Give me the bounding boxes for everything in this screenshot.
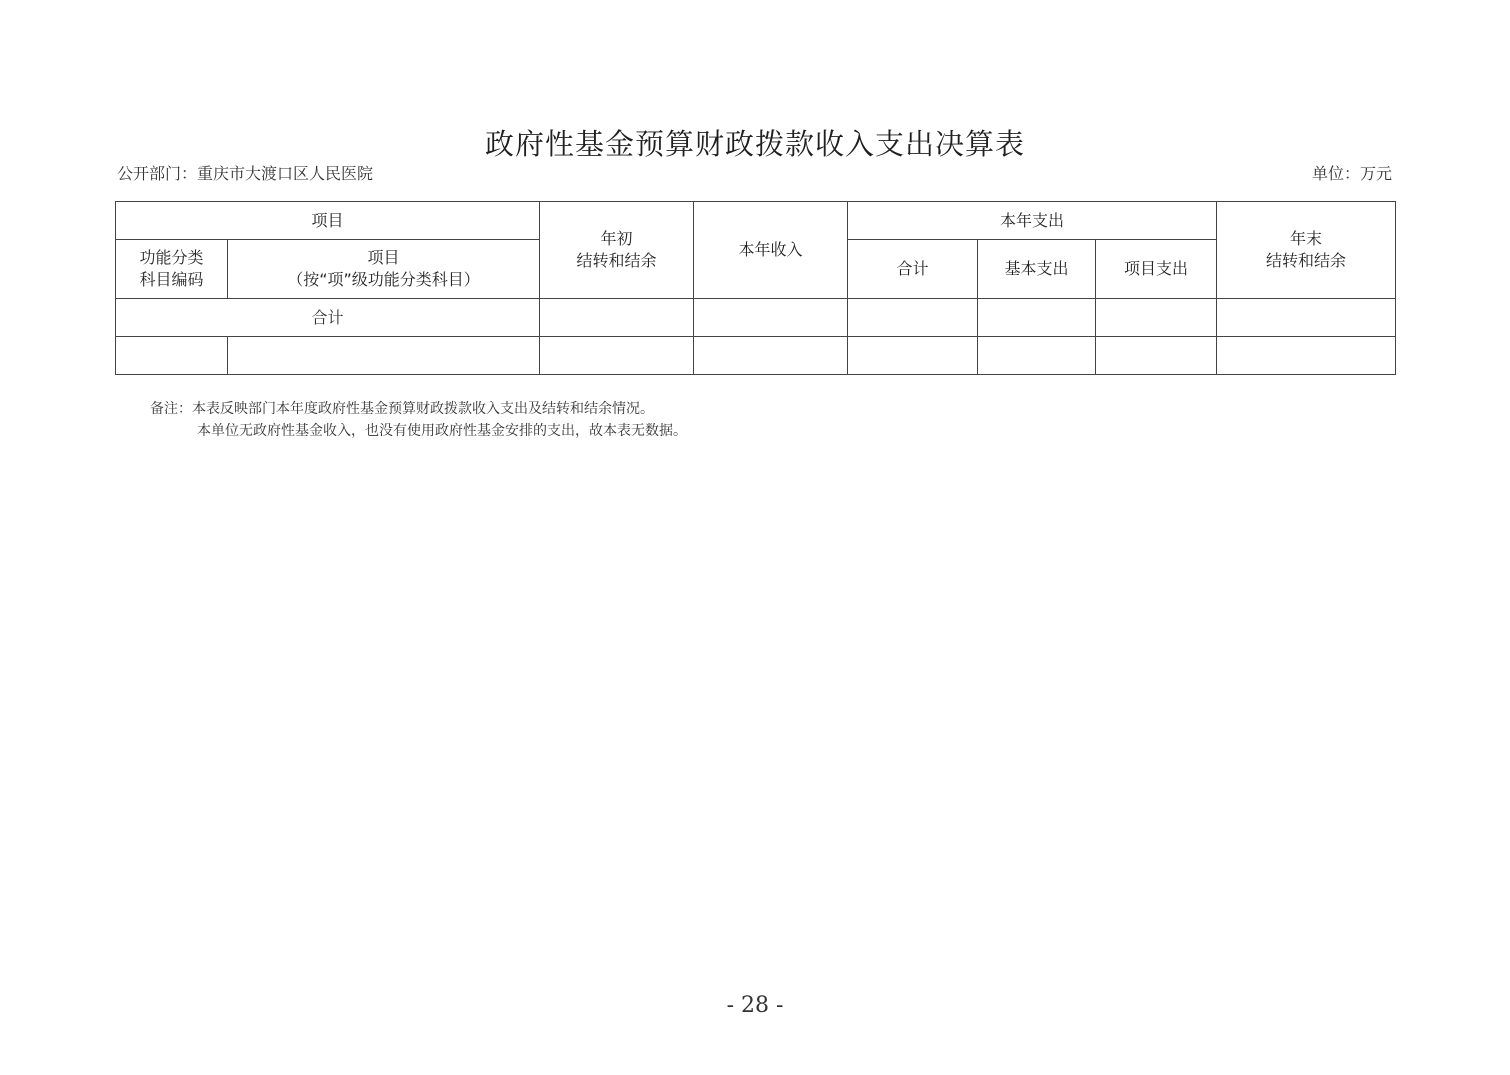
total-expense-total — [848, 299, 978, 337]
header-end-balance-line1: 年末 — [1290, 229, 1323, 248]
total-row — [116, 299, 1396, 337]
header-expense-basic: 基本支出 — [978, 240, 1096, 299]
header-expense-total: 合计 — [848, 240, 978, 299]
header-end-balance-line2: 结转和结余 — [1266, 251, 1347, 270]
department-label: 公开部门：重庆市大渡口区人民医院 — [117, 164, 374, 183]
header-item-name-line1: 项目 — [367, 248, 400, 267]
row-name — [228, 337, 540, 375]
page-number: - 28 - — [726, 993, 784, 1018]
row-income — [694, 337, 848, 375]
note-line-1: 备注：本表反映部门本年度政府性基金预算财政拨款收入支出及结转和结余情况。 — [150, 401, 654, 417]
total-label: 合计 — [116, 299, 540, 337]
row-end-balance — [1217, 337, 1396, 375]
header-expense-project: 项目支出 — [1096, 240, 1217, 299]
row-begin-balance — [540, 337, 694, 375]
header-func-code-line2: 科目编码 — [139, 270, 204, 289]
header-item-name-line2: （按“项”级功能分类科目） — [287, 270, 480, 289]
header-begin-balance — [540, 202, 694, 299]
header-func-code — [116, 240, 228, 299]
row-expense-total — [848, 337, 978, 375]
header-end-balance — [1217, 202, 1396, 299]
header-income: 本年收入 — [694, 202, 848, 299]
total-income — [694, 299, 848, 337]
budget-table — [115, 201, 1396, 375]
header-expense-group: 本年支出 — [848, 202, 1217, 240]
row-expense-basic — [978, 337, 1096, 375]
notes — [150, 398, 687, 442]
total-expense-basic — [978, 299, 1096, 337]
table-row — [116, 337, 1396, 375]
row-code — [116, 337, 228, 375]
header-begin-balance-line1: 年初 — [600, 229, 633, 248]
header-begin-balance-line2: 结转和结余 — [576, 251, 657, 270]
row-expense-project — [1096, 337, 1217, 375]
header-func-code-line1: 功能分类 — [139, 248, 204, 267]
total-expense-project — [1096, 299, 1217, 337]
header-item-group: 项目 — [116, 202, 540, 240]
header-item-name — [228, 240, 540, 299]
total-begin-balance — [540, 299, 694, 337]
header-row-1 — [116, 202, 1396, 240]
page-title: 政府性基金预算财政拨款收入支出决算表 — [484, 127, 1025, 161]
unit-label: 单位：万元 — [1311, 164, 1392, 183]
note-line-2: 本单位无政府性基金收入，也没有使用政府性基金安排的支出，故本表无数据。 — [197, 423, 687, 439]
total-end-balance — [1217, 299, 1396, 337]
